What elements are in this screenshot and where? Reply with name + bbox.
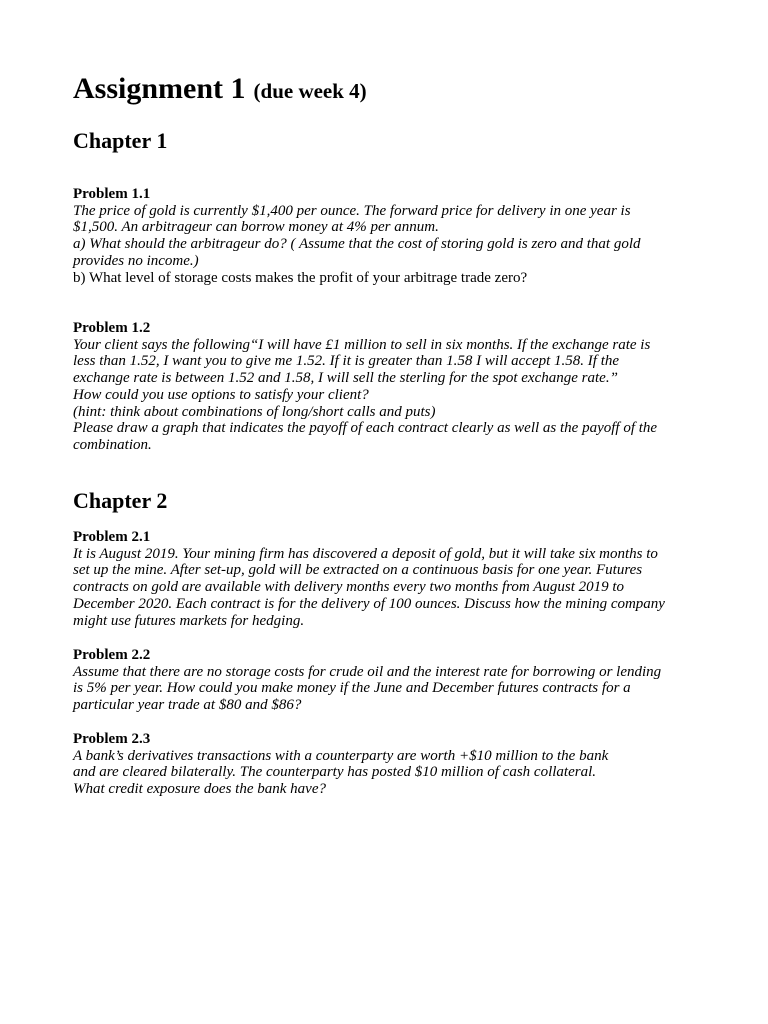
problem-text-line: less than 1.52, I want you to give me 1.52. If it is greater than 1.58 I will accept 1.58. If the bbox=[73, 353, 620, 370]
problem-text-line: set up the mine. After set-up, gold will be extracted on a continuous basis for one year. Futures bbox=[73, 562, 643, 579]
assignment-title-main: Assignment 1 bbox=[73, 72, 246, 105]
problem-text-line: A bank’s derivatives transactions with a counterparty are worth +$10 million to the bank bbox=[73, 747, 609, 764]
assignment-title-due: (due week 4) bbox=[253, 79, 367, 103]
chapter-1-heading: Chapter 1 bbox=[73, 128, 168, 153]
problem-text-line: Your client says the following“I will have £1 million to sell in six months. If the exchange rate is bbox=[73, 336, 651, 353]
problem-title: Problem 2.1 bbox=[73, 529, 151, 545]
problem-text-line: What credit exposure does the bank have? bbox=[73, 781, 326, 798]
problem-text-line: combination. bbox=[73, 436, 152, 453]
problem-text-line: December 2020. Each contract is for the delivery of 100 ounces. Discuss how the mining company bbox=[73, 595, 665, 612]
problem-text-line: might use futures markets for hedging. bbox=[73, 612, 305, 629]
problem-title: Problem 1.1 bbox=[73, 186, 151, 202]
problem-text-line: and are cleared bilaterally. The counterparty has posted $10 million of cash collateral. bbox=[73, 764, 596, 781]
chapter-2-heading: Chapter 2 bbox=[73, 488, 168, 513]
problem-text-line: $1,500. An arbitrageur can borrow money at 4% per annum. bbox=[73, 219, 439, 236]
problem-text-line: contracts on gold are available with delivery months every two months from August 2019 to bbox=[73, 579, 625, 596]
problem-text-line: It is August 2019. Your mining firm has discovered a deposit of gold, but it will take six months to bbox=[73, 545, 658, 562]
problem-title: Problem 2.2 bbox=[73, 647, 151, 663]
problem-2-3 bbox=[73, 731, 693, 798]
problem-text-line: Assume that there are no storage costs for crude oil and the interest rate for borrowing or lending bbox=[73, 663, 662, 680]
problem-text-line: particular year trade at $80 and $86? bbox=[73, 697, 302, 714]
problem-text-line: a) What should the arbitrageur do? ( Assume that the cost of storing gold is zero and that gold bbox=[73, 236, 641, 253]
problem-1-2 bbox=[73, 320, 693, 454]
problem-2-2 bbox=[73, 647, 693, 714]
problem-text-line: is 5% per year. How could you make money if the June and December futures contracts for a bbox=[73, 680, 631, 697]
problem-text-line: exchange rate is between 1.52 and 1.58, I will sell the sterling for the spot exchange rate.” bbox=[73, 370, 618, 387]
problem-title: Problem 1.2 bbox=[73, 320, 151, 336]
problem-text-line: How could you use options to satisfy your client? bbox=[73, 386, 369, 403]
problem-text-line: (hint: think about combinations of long/short calls and puts) bbox=[73, 403, 436, 420]
problem-text-line: b) What level of storage costs makes the profit of your arbitrage trade zero? bbox=[73, 269, 528, 286]
problem-1-1 bbox=[73, 186, 693, 286]
problem-text-line: The price of gold is currently $1,400 per ounce. The forward price for delivery in one year is bbox=[73, 202, 631, 219]
problem-2-1 bbox=[73, 529, 693, 629]
problem-text-line: provides no income.) bbox=[73, 252, 199, 269]
problem-title: Problem 2.3 bbox=[73, 731, 151, 747]
problem-text-line: Please draw a graph that indicates the payoff of each contract clearly as well as the payoff of the bbox=[73, 420, 658, 437]
assignment-title bbox=[73, 70, 367, 108]
